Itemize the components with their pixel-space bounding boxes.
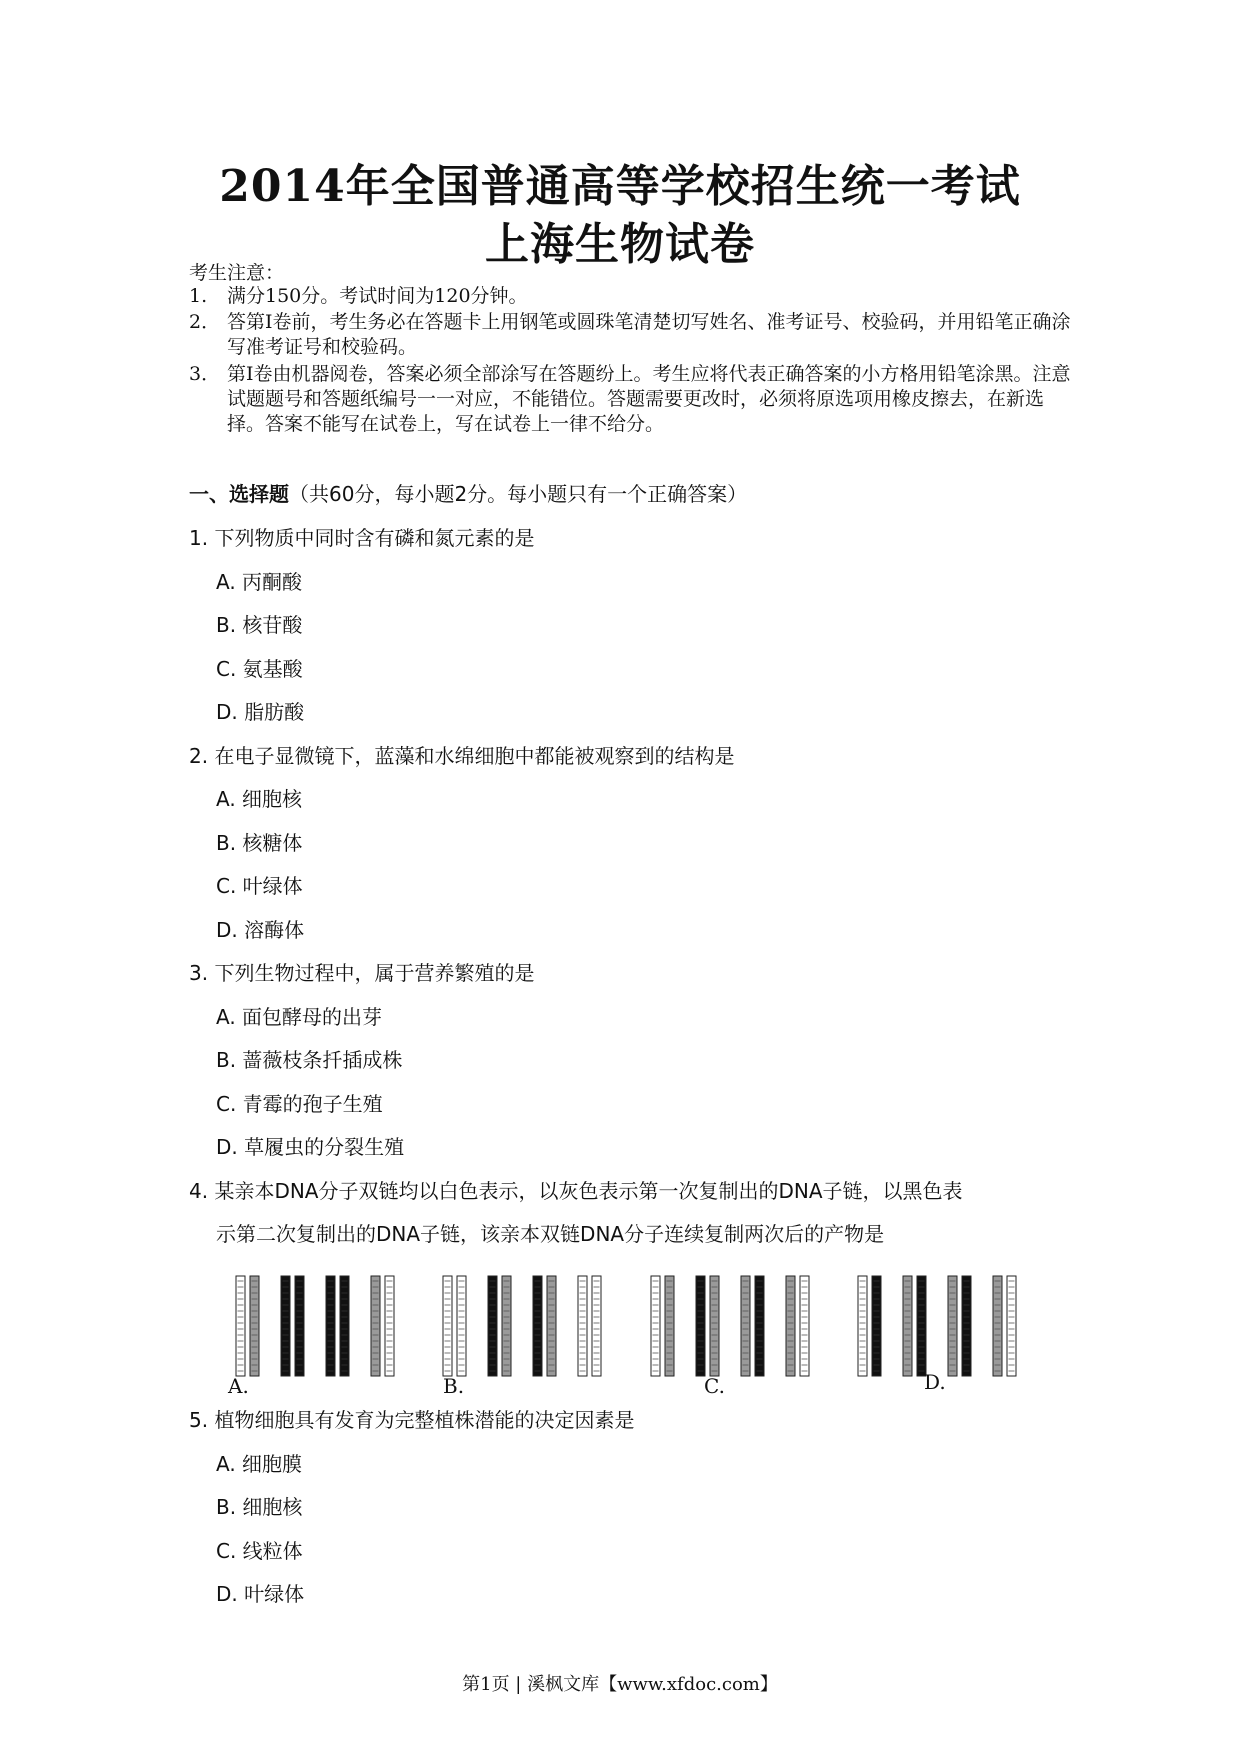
question-2-option-a[interactable]: A. 细胞核 <box>216 787 303 811</box>
dna-strand-white <box>592 1276 601 1376</box>
notice-item-text: 满分150分。考试时间为120分钟。 <box>227 285 528 307</box>
dna-strand-black <box>872 1276 881 1376</box>
question-3-option-c[interactable]: C. 青霉的孢子生殖 <box>216 1092 383 1116</box>
question-5-option-c[interactable]: C. 线粒体 <box>216 1539 303 1563</box>
page-footer: 第1页 | 溪枫文库【www.xfdoc.com】 <box>462 1674 778 1695</box>
dna-strand-white <box>443 1276 452 1376</box>
question-3-stem: 3. 下列生物过程中，属于营养繁殖的是 <box>189 961 535 985</box>
question-5-option-d[interactable]: D. 叶绿体 <box>216 1582 305 1606</box>
section-heading <box>189 478 747 507</box>
dna-strand-white <box>651 1276 660 1376</box>
dna-strand-gray <box>741 1276 750 1376</box>
question-1-option-a[interactable]: A. 丙酮酸 <box>216 570 303 594</box>
figure-option-c-label[interactable]: C. <box>704 1374 725 1398</box>
dna-strand-white <box>457 1276 466 1376</box>
figure-option-a-label[interactable]: A. <box>228 1374 249 1398</box>
question-3-option-d[interactable]: D. 草履虫的分裂生殖 <box>216 1135 405 1159</box>
dna-strand-gray <box>786 1276 795 1376</box>
dna-figure-option-d <box>858 1276 1016 1376</box>
question-2-option-c[interactable]: C. 叶绿体 <box>216 874 303 898</box>
dna-strand-white <box>1007 1276 1016 1376</box>
notice-item-text: 第Ⅰ卷由机器阅卷，答案必须全部涂写在答题纷上。考生应将代表正确答案的小方格用铅笔涂黑。注意试题题号和答题纸编号一一对应，不能错位。答题需要更改时，必须将原选项用橡皮擦去，在新选择。答案不能写在试卷上，写在试卷上一律不给分。 <box>227 363 1071 435</box>
dna-strand-black <box>340 1276 349 1376</box>
dna-strand-black <box>326 1276 335 1376</box>
question-5-option-b[interactable]: B. 细胞核 <box>216 1495 303 1519</box>
dna-replication-figure <box>228 1268 1028 1384</box>
dna-figure-option-c <box>651 1276 809 1376</box>
dna-strand-white <box>578 1276 587 1376</box>
notice-item-number: 2． <box>189 311 221 333</box>
question-2-option-b[interactable]: B. 核糖体 <box>216 831 303 855</box>
dna-strand-white <box>800 1276 809 1376</box>
question-5-stem: 5. 植物细胞具有发育为完整植株潜能的决定因素是 <box>189 1408 635 1432</box>
question-3-option-b[interactable]: B. 蔷薇枝条扦插成株 <box>216 1048 403 1072</box>
dna-strand-white <box>385 1276 394 1376</box>
dna-strand-gray <box>371 1276 380 1376</box>
question-1-option-c[interactable]: C. 氨基酸 <box>216 657 303 681</box>
dna-strand-gray <box>993 1276 1002 1376</box>
notice-item-number: 3． <box>189 363 221 385</box>
notice-item-text: 答第Ⅰ卷前，考生务必在答题卡上用钢笔或圆珠笔清楚切写姓名、准考证号、校验码，并用铅笔正确涂写准考证号和校验码。 <box>227 311 1071 358</box>
dna-strand-white <box>236 1276 245 1376</box>
question-2-option-d[interactable]: D. 溶酶体 <box>216 918 305 942</box>
dna-strand-black <box>917 1276 926 1376</box>
dna-strand-black <box>962 1276 971 1376</box>
dna-strand-gray <box>665 1276 674 1376</box>
dna-strand-black <box>696 1276 705 1376</box>
dna-strand-gray <box>502 1276 511 1376</box>
dna-strand-gray <box>948 1276 957 1376</box>
question-3-option-a[interactable]: A. 面包酵母的出芽 <box>216 1005 383 1029</box>
notice-item-number: 1. <box>189 285 208 307</box>
question-1-option-b[interactable]: B. 核苷酸 <box>216 613 303 637</box>
dna-strand-gray <box>710 1276 719 1376</box>
figure-option-d-label[interactable]: D. <box>924 1370 946 1394</box>
question-4-stem-line2: 示第二次复制出的DNA子链，该亲本双链DNA分子连续复制两次后的产物是 <box>216 1222 885 1246</box>
question-5-option-a[interactable]: A. 细胞膜 <box>216 1452 303 1476</box>
exam-title-line2: 上海生物试卷 <box>485 219 755 270</box>
section-title: 一、选择题 <box>189 482 289 506</box>
dna-strand-black <box>281 1276 290 1376</box>
dna-figure-option-b <box>443 1276 601 1376</box>
dna-strand-black <box>755 1276 764 1376</box>
dna-strand-gray <box>250 1276 259 1376</box>
question-1-option-d[interactable]: D. 脂肪酸 <box>216 700 305 724</box>
dna-strand-black <box>533 1276 542 1376</box>
dna-strand-black <box>488 1276 497 1376</box>
question-4-stem-line1: 4. 某亲本DNA分子双链均以白色表示，以灰色表示第一次复制出的DNA子链，以黑色表 <box>189 1179 963 1203</box>
dna-strand-black <box>295 1276 304 1376</box>
dna-strand-white <box>858 1276 867 1376</box>
section-note: （共60分，每小题2分。每小题只有一个正确答案） <box>289 482 748 506</box>
dna-strand-gray <box>547 1276 556 1376</box>
exam-title-line1: 2014年全国普通高等学校招生统一考试 <box>219 161 1021 212</box>
dna-strand-gray <box>903 1276 912 1376</box>
question-1-stem: 1. 下列物质中同时含有磷和氮元素的是 <box>189 526 535 550</box>
notice-label: 考生注意： <box>189 262 285 284</box>
dna-figure-option-a <box>236 1276 394 1376</box>
question-2-stem: 2. 在电子显微镜下，蓝藻和水绵细胞中都能被观察到的结构是 <box>189 744 735 768</box>
figure-option-b-label[interactable]: B. <box>443 1374 465 1398</box>
